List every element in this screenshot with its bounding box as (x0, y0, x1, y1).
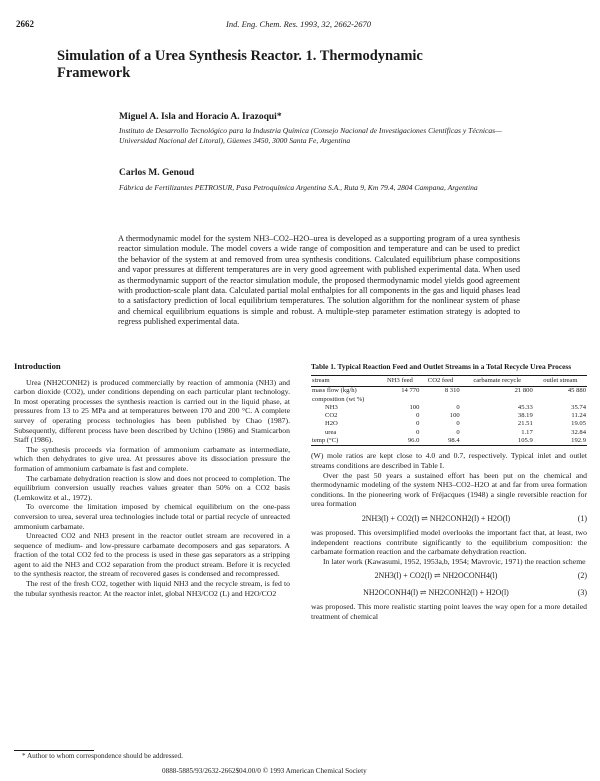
table-row-label: CO2 (325, 412, 338, 420)
table-cell: 21 800 (514, 387, 533, 395)
intro-paragraph: The rest of the fresh CO2, together with liquid NH3 and the recycle stream, is fed to the tubular synthesis reactor. At the reactor inlet, global NH3/CO2 (L) and H2O/CO2 (14, 579, 290, 598)
table-cell: 21.51 (517, 420, 533, 428)
footnote: * Author to whom correspondence should be addressed. (22, 752, 183, 760)
table-cell: 98.4 (448, 437, 460, 445)
table-row (311, 437, 587, 446)
table-row (311, 412, 587, 420)
equation-1 (311, 511, 587, 526)
equation-number: (2) (577, 571, 587, 581)
table-header-row (311, 376, 587, 387)
affiliation-primary: Instituto de Desarrollo Tecnológico para la Industria Química (Consejo Nacional de Investigaciones Científicas y Técnicas—Universidad Nacional del Litoral), Güemes 3450, 3000 Santa Fe, Argentina (119, 126, 502, 145)
intro-paragraph: The carbamate dehydration reaction is slow and does not proceed to completion. The equilibrium conversion usually reaches values greater than 50% on a CO2 basis (Lemkowitz et al., 1972). (14, 473, 290, 502)
table-cell: 8 310 (444, 387, 460, 395)
footnote-divider (14, 750, 94, 751)
equation-expression: 2NH3(l) + CO2(l) ⇌ NH2OCONH4(l) (374, 571, 498, 581)
table-cell: 100 (449, 412, 460, 420)
table-cell: 0 (456, 420, 460, 428)
intro-paragraph: To overcome the limitation imposed by chemical equilibrium on the one-pass conversion to urea, several urea technologies include total or partial recycle of unreacted ammonium carbamate. (14, 502, 290, 531)
body-paragraph: (W) mole ratios are kept close to 4.0 and 0.7, respectively. Typical inlet and outlet streams conditions are described in Table I. (311, 451, 587, 470)
intro-paragraph: Urea (NH2CONH2) is produced commercially by reaction of ammonia (NH3) and carbon dioxide (CO2), under conditions depending on each particular plant technology. In most operating processes the synthesis reaction is carried out in the liquid phase, at pressures from 13 to 25 MPa and at temperatures between 170 and 200 °C. A complete survey of operating process technologies has been published by Chao (1987). Subsequently, different process have been described by Uchino (1986) and Stamicarbon Staff (1986). (14, 377, 290, 445)
table-cell: 45 880 (567, 387, 586, 395)
table-row (311, 396, 587, 404)
left-column (14, 362, 290, 598)
table-row-label: composition (wt %) (312, 395, 365, 403)
table-row-label: temp (°C) (312, 437, 339, 445)
intro-paragraph: The synthesis proceeds via formation of ammonium carbamate as intermediate, which then dehydrates to give urea. At pressures above its dissociation pressure the formation of ammonium carbamate is fast and complete. (14, 444, 290, 473)
table-cell: 11.24 (571, 412, 586, 420)
table-cell: 192.9 (571, 437, 586, 445)
body-paragraph: was proposed. This oversimplified model overlooks the important fact that, at least, two independent reactions contribute significantly to the equilibrium composition: the carbamate formation reaction and the carbamate dehydration reaction. (311, 527, 587, 557)
page-number: 2662 (16, 19, 34, 29)
equation-number: (3) (577, 588, 587, 598)
section-heading-introduction: Introduction (14, 361, 61, 371)
table-column-header: CO2 feed (420, 376, 460, 387)
journal-citation: Ind. Eng. Chem. Res. 1993, 32, 2662-2670 (226, 19, 371, 29)
table-row (311, 429, 587, 437)
equation-expression: 2NH3(l) + CO2(l) ⇌ NH2CONH2(l) + H2O(l) (361, 513, 511, 523)
right-column (311, 362, 587, 622)
body-paragraph: Over the past 50 years a sustained effort has been put on the chemical and thermodynamic modeling of the system NH3–CO2–H2O at and far from urea formation conditions. In the pioneering work of Fréjacques (1948) a single reversible reaction for urea formation (311, 470, 587, 509)
copyright-line: 0888-5885/93/2632-2662$04.00/0 © 1993 American Chemical Society (162, 767, 367, 775)
table-row (311, 404, 587, 412)
table-cell: 0 (416, 428, 420, 436)
table-cell: 38.19 (517, 412, 533, 420)
table-cell: 0 (416, 420, 420, 428)
table-column-header: outlet stream (534, 376, 587, 387)
affiliation-secondary: Fábrica de Fertilizantes PETROSUR, Pasa Petroquímica Argentina S.A., Ruta 9, Km 79.4, 2804 Campana, Argentina (119, 183, 478, 192)
table-row-label: H2O (325, 420, 338, 428)
table-cell: 105.9 (517, 437, 533, 445)
authors-secondary: Carlos M. Genoud (119, 168, 195, 178)
table-caption: Table 1. Typical Reaction Feed and Outlet Streams in a Total Recycle Urea Process (311, 362, 572, 371)
body-paragraph: In later work (Kawasumi, 1952, 1953a,b, 1954; Mavrovic, 1971) the reaction scheme (323, 556, 586, 566)
table-cell: 32.84 (571, 428, 586, 436)
abstract: A thermodynamic model for the system NH3–CO2–H2O–urea is developed as a supporting program of a urea synthesis reactor simulation module. The model covers a wide range of composition and temperature and can be used to predict the behavior of the system at and removed from urea synthesis conditions. Calculated equilibrium phase compositions and vapor pressures at different temperatures are in very good agreement with published experimental data. When used as thermodynamic support of the reactor simulation module, the proposed thermodynamic model yields good agreement with production-scale plant data. Calculated partial molal enthalpies for all components in the gas and liquid phases lead to a satisfactory prediction of local equilibrium temperatures. The solution algorithm for the nonlinear system of phase and chemical equilibrium equations is simple and robust. A multiple-step parameter estimation strategy is adopted to regress published experimental data. (118, 234, 520, 327)
equation-3 (311, 585, 587, 600)
table-cell: 35.74 (571, 403, 586, 411)
table-column-header: stream (311, 376, 380, 387)
data-table (311, 375, 587, 446)
article-title: Simulation of a Urea Synthesis Reactor. 1. Thermodynamic Framework (57, 48, 423, 81)
table-cell: 1.17 (521, 428, 533, 436)
table-cell: 0 (416, 412, 420, 420)
table-cell: 96.0 (407, 437, 420, 445)
table-cell: 19.05 (571, 420, 586, 428)
table-column-header: NH3 feed (380, 376, 421, 387)
body-paragraph: was proposed. This more realistic starting point leaves the way open for a more detailed treatment of chemical (311, 602, 587, 621)
equation-expression: NH2OCONH4(l) ⇌ NH2CONH2(l) + H2O(l) (363, 588, 509, 598)
equation-number: (1) (577, 513, 587, 523)
table-column-header: carbamate recycle (461, 376, 534, 387)
equation-2 (311, 568, 587, 583)
table-row (311, 420, 587, 428)
table-row-label: NH3 (325, 403, 338, 411)
table-cell: 14 770 (401, 387, 420, 395)
table-row-label: urea (325, 428, 337, 436)
table-cell: 45.33 (517, 403, 533, 411)
intro-paragraph: Unreacted CO2 and NH3 present in the reactor outlet stream are recovered in a sequence of medium- and low-pressure carbamate decomposers and gas separators. A fraction of the total CO2 fed to the process is used in these gas separators as a stripping agent to aid the NH3 and CO2 separation from the product stream. Before it is recycled to the synthesis reactor, the stream of recovered gases is condensed and recompressed. (14, 531, 290, 579)
authors-primary: Miguel A. Isla and Horacio A. Irazoqui* (119, 112, 282, 122)
table-row-label: mass flow (kg/h) (312, 387, 357, 395)
table-cell: 100 (409, 403, 420, 411)
table-cell: 0 (456, 428, 460, 436)
table-cell: 0 (456, 403, 460, 411)
table-row (311, 387, 587, 396)
